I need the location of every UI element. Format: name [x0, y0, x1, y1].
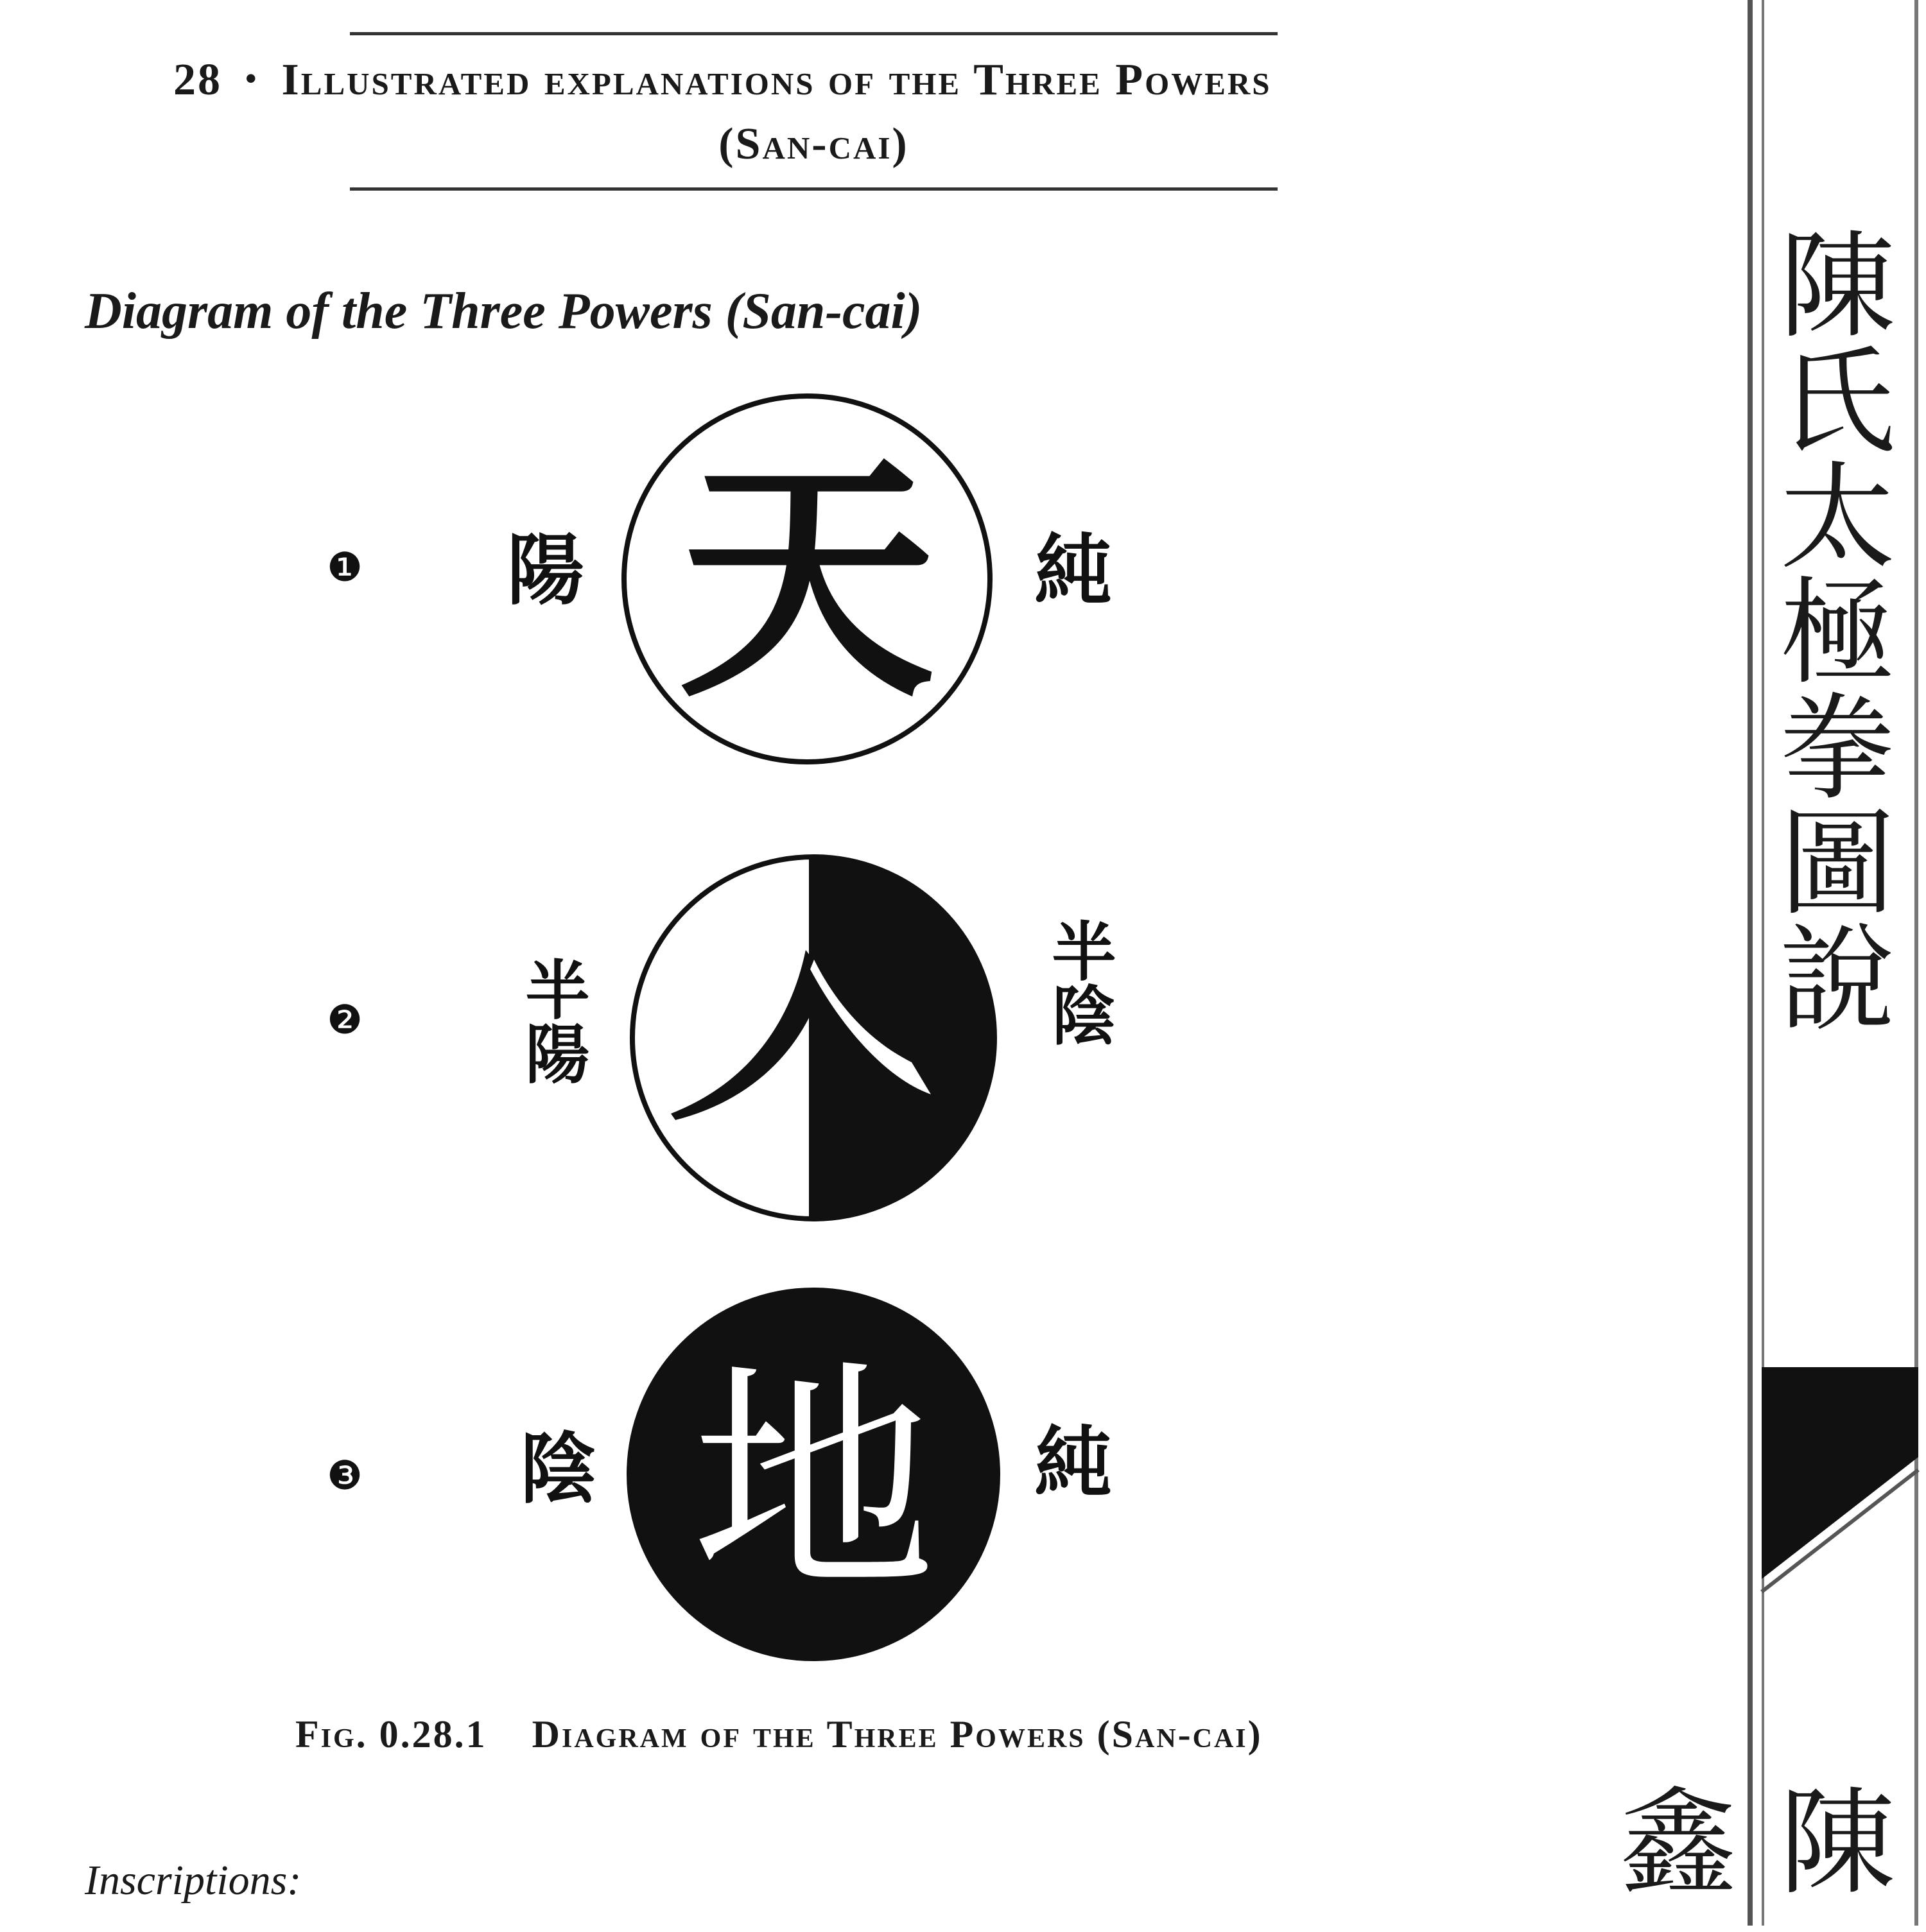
header-separator: •	[245, 60, 259, 96]
row-human	[327, 834, 1116, 1245]
label-yin: 陰	[520, 1425, 597, 1514]
circle-human-dark-half	[809, 834, 1014, 1245]
label-pure-bottom: 純	[1035, 1419, 1112, 1508]
row-marker: ❸	[327, 1452, 363, 1499]
spine-author: 陳鑫	[1601, 1781, 1895, 1897]
page-number: 28	[173, 55, 222, 105]
char-heaven: 天	[679, 433, 935, 732]
spine-title: 陳氏太極拳圖說	[1760, 225, 1895, 1033]
spine-black-block	[1762, 1367, 1918, 1592]
spine-rule-right	[1914, 0, 1918, 1926]
label-yang: 陽	[507, 526, 584, 616]
figure-number: Fig. 0.28.1	[295, 1713, 487, 1755]
running-head-subtitle: (San-cai)	[718, 119, 909, 169]
section-heading: Diagram of the Three Powers (San-cai)	[85, 283, 923, 340]
row-marker: ❶	[327, 544, 363, 591]
inscriptions-heading: Inscriptions:	[85, 1857, 302, 1904]
figure-caption	[295, 1712, 1263, 1757]
label-pure-top: 純	[1035, 526, 1112, 616]
running-head-title: Illustrated explanations of the Three Powers	[281, 55, 1272, 105]
row-earth	[327, 1289, 1112, 1659]
row-marker: ❷	[327, 996, 363, 1043]
figure-caption-text: Diagram of the Three Powers (San-cai)	[532, 1713, 1263, 1755]
label-half-yin: 半陰	[1041, 918, 1116, 1046]
row-heaven	[327, 396, 1112, 762]
char-earth: 地	[691, 1340, 935, 1624]
label-half-yang: 半陽	[514, 956, 590, 1085]
